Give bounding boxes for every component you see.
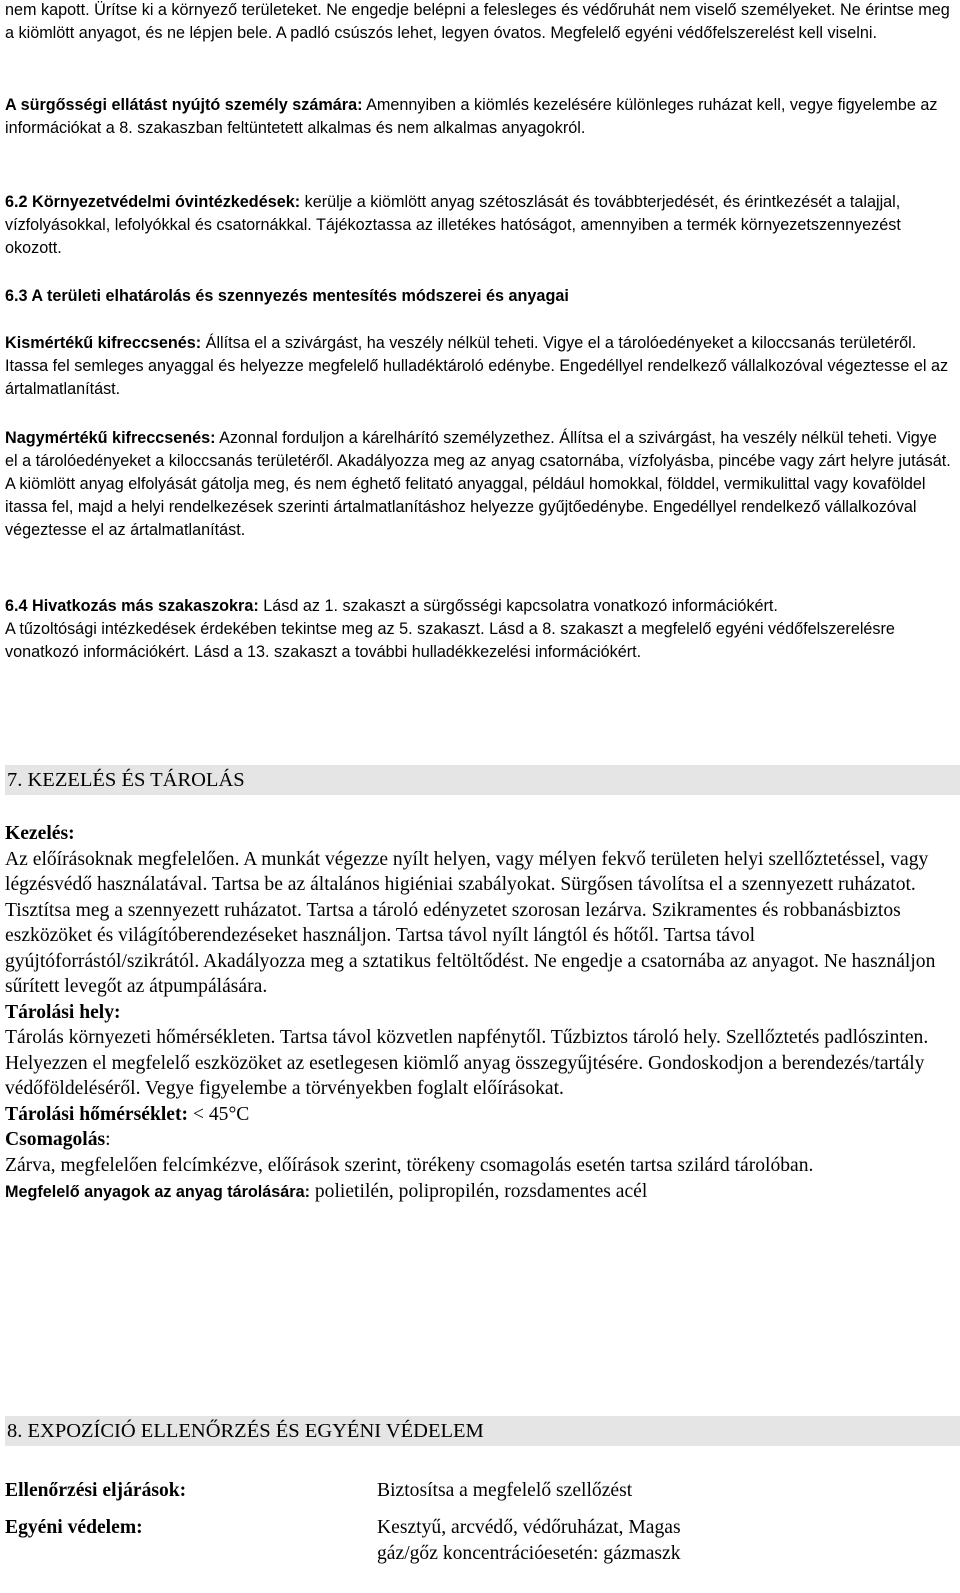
storage-materials-label: Megfelelő anyagok az anyag tárolására: (5, 1183, 310, 1201)
large-spill-paragraph (5, 427, 953, 542)
emergency-label: A sürgősségi ellátást nyújtó személy számára: (5, 96, 363, 114)
section-7-body (5, 821, 953, 1205)
storage-temperature-label: Tárolási hőmérséklet: (5, 1103, 189, 1125)
paragraph-text: nem kapott. Ürítse ki a környező területeket. Ne engedje belépni a felesleges és védőruhát nem viselő személyeket. Ne érintse meg a kiömlött anyagot, és ne lépjen bele. A padló csúszós lehet, legyen óvatos. Megfelelő egyéni védőfelszerelést kell viselni. (5, 1, 950, 42)
section-6-4-paragraph-2: A tűzoltósági intézkedések érdekében tekintse meg az 5. szakaszt. Lásd a 8. szakaszt a megfelelő egyéni védőfelszerelésre vonatkozó információkért. Lásd a 13. szakaszt a további hulladékkezelési információkért. (5, 620, 895, 661)
personal-protection-label: Egyéni védelem: (5, 1517, 143, 1538)
handling-text: Az előírásoknak megfelelően. A munkát végezze nyílt helyen, vagy mélyen fekvő területen helyi szellőztetéssel, vagy légzésvédő használatával. Tartsa be az általános higiéniai szabályokat. Sürgősen távolítsa el a szennyezett ruházatot. Tisztítsa meg a szennyezett ruházatot. Tartsa a tároló edényzetet szorosan lezárva. Szikramentes és robbanásbiztos eszközöket és világítóberendezéseket használjon. Tartsa távol nyílt lángtól és hőtől. Tartsa távol gyújtóforrástól/szikrától. Akadályozza meg a sztatikus feltöltődést. Ne engedje a csatornába az anyagot. Ne használjon sűrített levegőt az átpumpálására. (5, 848, 936, 997)
storage-temperature-value: < 45°C (188, 1103, 250, 1125)
handling-label (5, 821, 953, 847)
section-6-2-label: 6.2 Környezetvédelmi óvintézkedések: (5, 193, 301, 211)
control-procedures-label: Ellenőrzési eljárások: (5, 1480, 187, 1501)
packaging-label-text: Csomagolás (5, 1129, 106, 1150)
section-6-4-text-1: Lásd az 1. szakaszt a sürgősségi kapcsolatra vonatkozó információkért. (258, 597, 778, 615)
section-8-heading (5, 1416, 960, 1446)
storage-label-text: Tárolási hely: (5, 1001, 121, 1023)
storage-materials-value: polietilén, polipropilén, rozsdamentes acél (309, 1181, 648, 1202)
section-6-1-continuation (5, 0, 953, 45)
section-6-4-paragraph-1 (5, 595, 953, 618)
section-6-4-label: 6.4 Hivatkozás más szakaszokra: (5, 597, 259, 615)
personal-protection-value (377, 1515, 797, 1566)
personal-protection-value-line-2: gáz/gőz koncentrációesetén: gázmaszk (377, 1542, 681, 1564)
section-7-heading-text: 7. KEZELÉS ÉS TÁROLÁS (7, 769, 245, 791)
storage-materials (5, 1179, 953, 1205)
emergency-text: Amennyiben a kiömlés kezelésére különleges ruházat kell, vegye figyelembe az információkat a 8. szakaszban feltüntetett alkalmas és nem alkalmas anyagokról. (5, 96, 938, 137)
personal-protection-value-line-1: Kesztyű, arcvédő, védőruházat, Magas (377, 1517, 681, 1538)
section-6-3-title-text: 6.3 A területi elhatárolás és szennyezés mentesítés módszerei és anyagai (5, 287, 569, 305)
packaging-text: Zárva, megfelelően felcímkézve, előírások szerint, törékeny csomagolás esetén tartsa szilárd tárolóban. (5, 1154, 814, 1176)
control-procedures-value: Biztosítsa a megfelelő szellőzést (377, 1480, 633, 1501)
section-6-3-title (5, 285, 953, 308)
small-spill-paragraph (5, 332, 953, 401)
section-6-2-text: kerülje a kiömlött anyag szétoszlását és továbbterjedését, és érintkezését a talajjal, vízfolyásokkal, lefolyókkal és csatornákkal. Tájékoztassa az illetékes hatóságot, amennyiben a termék környezetszennyezést okozott. (5, 193, 901, 257)
large-spill-text: Azonnal forduljon a kárelhárító személyzethez. Állítsa el a szivárgást, ha veszély nélkül teheti. Vigye el a tárolóedényeket a kiloccsanás területéről. Akadályozza meg az anyag csatornába, vízfolyásba, pincébe vagy zárt helyre jutását. A kiömlött anyag elfolyását gátolja meg, és nem éghető felitató anyaggal, például homokkal, földdel, vermikulittal vagy kovaföldel itassa fel, majd a helyi rendelkezések szerinti ártalmatlanításhoz helyezze gyűjtőedénybe. Engedéllyel rendelkező vállalkozóval végeztesse el az ártalmatlanítást. (5, 429, 951, 539)
storage-temperature (5, 1102, 953, 1128)
storage-text: Tárolás környezeti hőmérsékleten. Tartsa távol közvetlen napfénytől. Tűzbiztos tároló hely. Szellőztetés padlószinten. Helyezzen el megfelelő eszközöket az esetlegesen kiömlő anyag összegyűjtésére. Gondoskodjon a berendezés/tartály védőföldeléséről. Vegye figyelembe a törvényekben foglalt előírásokat. (5, 1027, 929, 1099)
emergency-responder-paragraph (5, 94, 953, 140)
section-7-heading (5, 765, 960, 795)
packaging-label (5, 1127, 953, 1153)
small-spill-label: Kismértékű kifreccsenés: (5, 334, 202, 352)
section-8-heading-text: 8. EXPOZÍCIÓ ELLENŐRZÉS ÉS EGYÉNI VÉDELEM (7, 1420, 484, 1442)
large-spill-label: Nagymértékű kifreccsenés: (5, 429, 216, 447)
small-spill-text: Állítsa el a szivárgást, ha veszély nélkül teheti. Vigye el a tárolóedényeket a kiloccsanás területéről. Itassa fel semleges anyaggal és helyezze megfelelő hulladéktároló edénybe. Engedéllyel rendelkező vállalkozóval végeztesse el az ártalmatlanítást. (5, 334, 949, 398)
section-6-2-paragraph (5, 191, 953, 260)
section-6-4-block (5, 595, 953, 664)
handling-label-text: Kezelés: (5, 823, 75, 844)
storage-label (5, 1000, 953, 1026)
packaging-colon: : (105, 1129, 111, 1150)
